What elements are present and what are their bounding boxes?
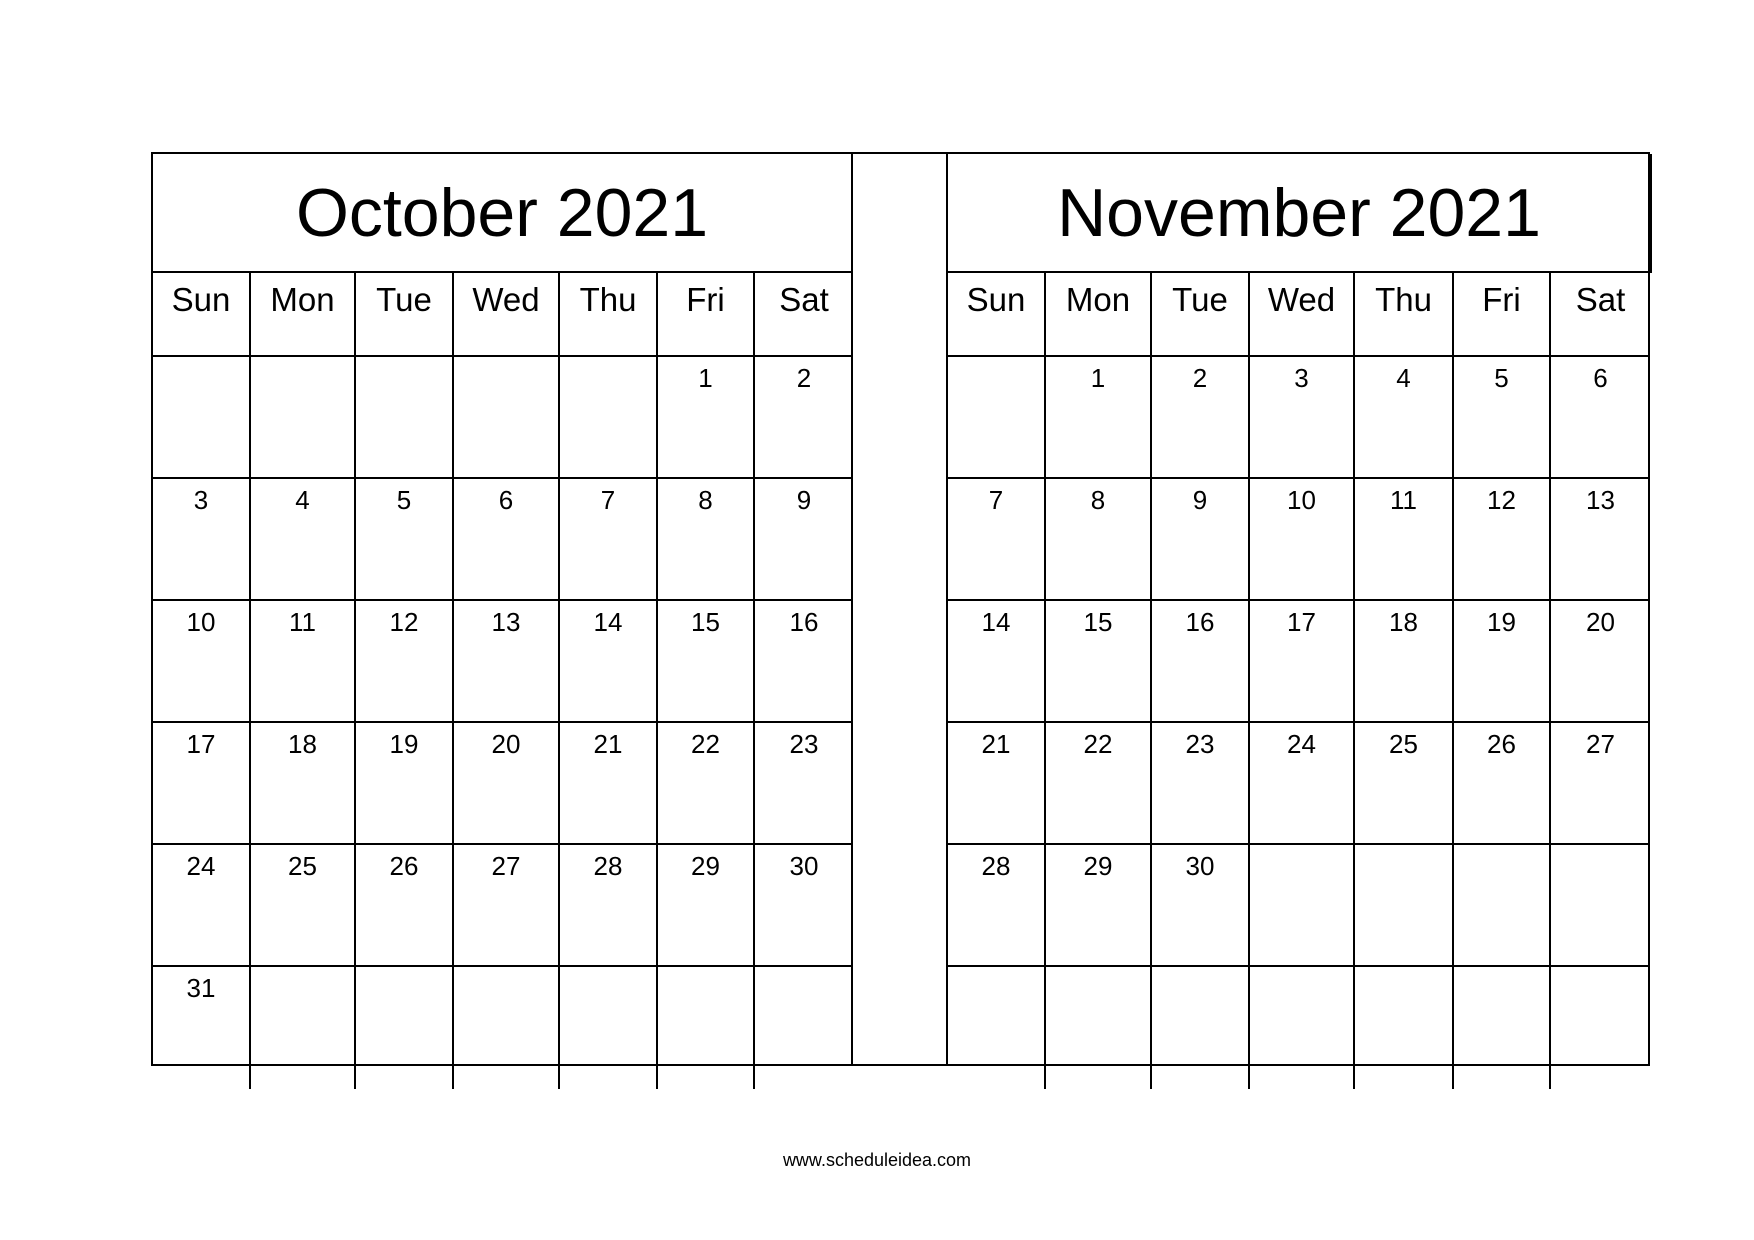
day-cell: 12 (1454, 479, 1551, 601)
weekday-header: Mon (251, 273, 356, 357)
day-cell: 23 (1152, 723, 1250, 845)
day-cell: 9 (755, 479, 853, 601)
day-cell: 18 (1355, 601, 1454, 723)
day-cell: 7 (560, 479, 658, 601)
day-cell: 20 (454, 723, 560, 845)
day-cell: 25 (251, 845, 356, 967)
day-cell: 4 (251, 479, 356, 601)
day-cell: 4 (1355, 357, 1454, 479)
weekday-header: Wed (454, 273, 560, 357)
day-cell: 10 (153, 601, 251, 723)
day-cell: 6 (454, 479, 560, 601)
day-cell: 16 (1152, 601, 1250, 723)
day-cell: 27 (454, 845, 560, 967)
day-cell: 30 (1152, 845, 1250, 967)
day-cell (560, 967, 658, 1089)
day-cell (251, 357, 356, 479)
day-cell: 21 (560, 723, 658, 845)
day-cell (560, 357, 658, 479)
day-cell: 25 (1355, 723, 1454, 845)
day-cell: 15 (1046, 601, 1152, 723)
day-cell (755, 967, 853, 1089)
weekday-header: Thu (1355, 273, 1454, 357)
day-cell: 29 (658, 845, 755, 967)
day-cell (1152, 967, 1250, 1089)
day-cell: 17 (153, 723, 251, 845)
day-cell: 12 (356, 601, 454, 723)
day-cell: 5 (1454, 357, 1551, 479)
day-cell (1250, 967, 1355, 1089)
day-cell (1454, 845, 1551, 967)
day-cell: 16 (755, 601, 853, 723)
day-cell (153, 357, 251, 479)
day-cell (1046, 967, 1152, 1089)
day-cell: 22 (1046, 723, 1152, 845)
day-cell (356, 967, 454, 1089)
day-cell: 1 (658, 357, 755, 479)
day-cell (1551, 967, 1650, 1089)
day-cell: 3 (1250, 357, 1355, 479)
weekday-header: Wed (1250, 273, 1355, 357)
day-cell: 31 (153, 967, 251, 1089)
day-cell: 14 (560, 601, 658, 723)
day-cell: 19 (356, 723, 454, 845)
day-cell: 13 (454, 601, 560, 723)
day-cell: 20 (1551, 601, 1650, 723)
day-cell: 21 (948, 723, 1046, 845)
weekday-header: Fri (658, 273, 755, 357)
day-cell: 17 (1250, 601, 1355, 723)
october-calendar (153, 154, 853, 1064)
day-cell (454, 357, 560, 479)
november-calendar (946, 154, 1648, 1064)
day-cell: 28 (948, 845, 1046, 967)
day-cell: 2 (755, 357, 853, 479)
weekday-header: Sun (948, 273, 1046, 357)
day-cell: 6 (1551, 357, 1650, 479)
day-cell (948, 967, 1046, 1089)
website-footer: www.scheduleidea.com (782, 1150, 972, 1170)
calendars-frame (151, 152, 1650, 1066)
day-cell: 7 (948, 479, 1046, 601)
month-title: October 2021 (153, 154, 851, 273)
weekday-header: Sun (153, 273, 251, 357)
day-cell: 19 (1454, 601, 1551, 723)
day-cell: 27 (1551, 723, 1650, 845)
weekday-header: Mon (1046, 273, 1152, 357)
day-cell: 10 (1250, 479, 1355, 601)
november-grid (948, 273, 1648, 1089)
day-cell (1250, 845, 1355, 967)
weekday-header: Tue (356, 273, 454, 357)
day-cell: 13 (1551, 479, 1650, 601)
day-cell (948, 357, 1046, 479)
day-cell: 3 (153, 479, 251, 601)
weekday-header: Fri (1454, 273, 1551, 357)
day-cell: 26 (1454, 723, 1551, 845)
day-cell (1454, 967, 1551, 1089)
day-cell (251, 967, 356, 1089)
day-cell (356, 357, 454, 479)
day-cell: 11 (1355, 479, 1454, 601)
october-grid (153, 273, 851, 1089)
weekday-header: Thu (560, 273, 658, 357)
day-cell: 23 (755, 723, 853, 845)
day-cell (1551, 845, 1650, 967)
weekday-header: Tue (1152, 273, 1250, 357)
month-title: November 2021 (948, 154, 1652, 273)
day-cell: 5 (356, 479, 454, 601)
day-cell: 8 (1046, 479, 1152, 601)
day-cell: 18 (251, 723, 356, 845)
weekday-header: Sat (755, 273, 853, 357)
day-cell: 8 (658, 479, 755, 601)
day-cell: 26 (356, 845, 454, 967)
day-cell: 24 (153, 845, 251, 967)
day-cell: 14 (948, 601, 1046, 723)
weekday-header: Sat (1551, 273, 1650, 357)
day-cell: 1 (1046, 357, 1152, 479)
day-cell: 11 (251, 601, 356, 723)
day-cell: 28 (560, 845, 658, 967)
day-cell (454, 967, 560, 1089)
day-cell: 15 (658, 601, 755, 723)
day-cell: 22 (658, 723, 755, 845)
day-cell: 2 (1152, 357, 1250, 479)
day-cell: 24 (1250, 723, 1355, 845)
day-cell (1355, 845, 1454, 967)
day-cell: 9 (1152, 479, 1250, 601)
day-cell (1355, 967, 1454, 1089)
day-cell: 29 (1046, 845, 1152, 967)
day-cell (658, 967, 755, 1089)
day-cell: 30 (755, 845, 853, 967)
